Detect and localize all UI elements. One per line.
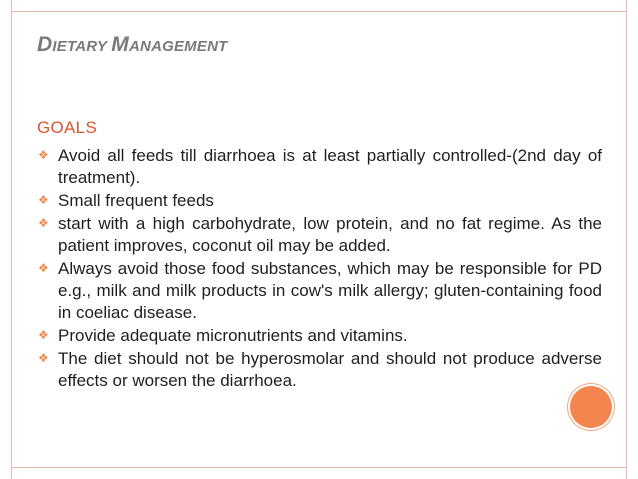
title-rest-1: IETARY [52,38,112,55]
list-item-text: Small frequent feeds [58,191,214,210]
list-item-text: Provide adequate micronutrients and vitamins. [58,326,408,345]
bullet-list [37,145,602,393]
title-initial-2: M [111,33,129,56]
diamond-bullet-icon: ❖ [38,351,49,365]
list-item [37,213,602,257]
slide-title [37,33,227,57]
list-item [37,325,602,347]
section-heading: GOALS [37,118,98,137]
list-item-text: Avoid all feeds till diarrhoea is at least partially controlled-(2nd day of treatment). [58,146,602,187]
list-item-text: start with a high carbohydrate, low protein, and no fat regime. As the patient improves, coconut oil may be added. [58,214,602,255]
diamond-bullet-icon: ❖ [38,148,49,162]
list-item-text: The diet should not be hyperosmolar and should not produce adverse effects or worsen the diarrhoea. [58,349,602,390]
list-item-text: Always avoid those food substances, which may be responsible for PD e.g., milk and milk products in cow's milk allergy; gluten-containing food in coeliac disease. [58,259,602,322]
title-rest-2: ANAGEMENT [129,38,228,55]
list-item [37,190,602,212]
diamond-bullet-icon: ❖ [38,261,49,275]
diamond-bullet-icon: ❖ [38,216,49,230]
accent-circle [570,386,612,428]
frame-bottom-edge [11,468,627,479]
list-item [37,145,602,189]
list-item [37,348,602,392]
frame-top-edge [11,0,627,11]
title-initial-1: D [37,33,53,56]
list-item [37,258,602,324]
diamond-bullet-icon: ❖ [38,193,49,207]
diamond-bullet-icon: ❖ [38,328,49,342]
